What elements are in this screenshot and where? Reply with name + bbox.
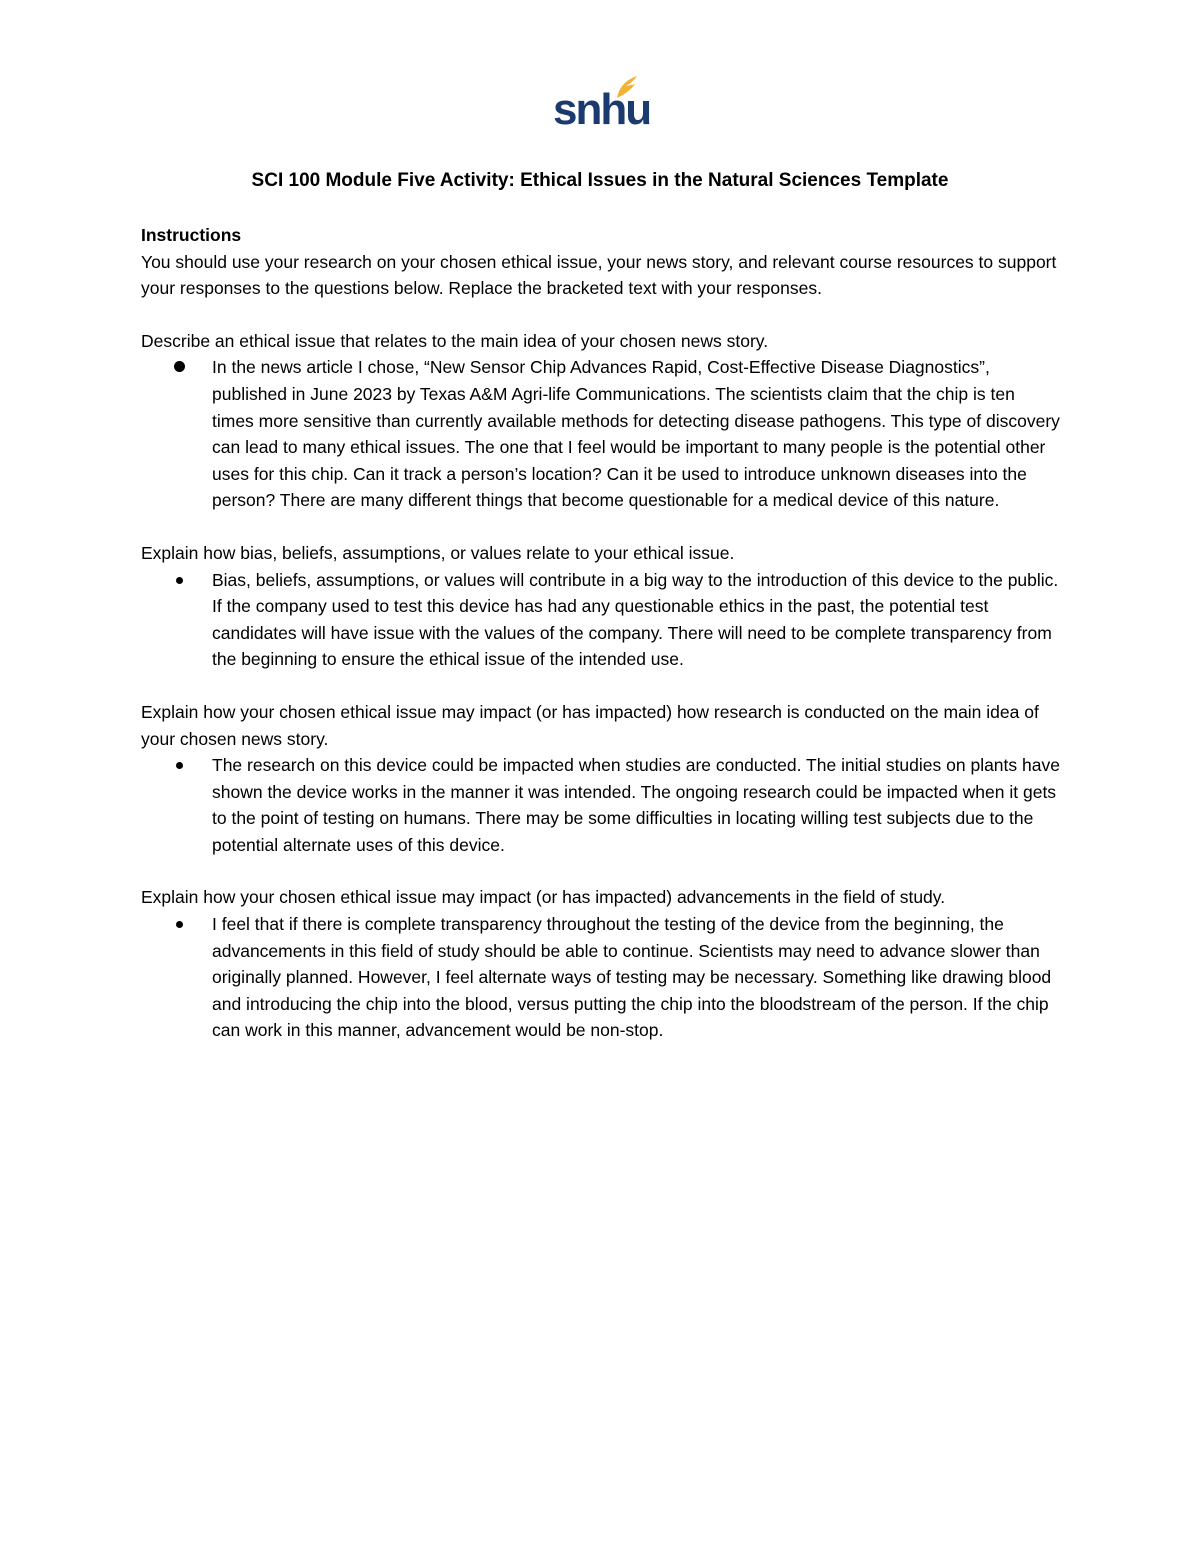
list-item [141,911,1061,1044]
answer-2: Bias, beliefs, assumptions, or values will contribute in a big way to the introduction of this device to the public. If the company used to test this device has had any questionable ethics in the past, the potential test candidates will have issue with the values of the company. There will need to be complete transparency from the beginning to ensure the ethical issue of the intended use. [212,569,1059,670]
list-item [141,752,1061,858]
list-item [141,567,1061,673]
snhu-logo [553,74,651,134]
bullet-icon [176,762,183,769]
answer-list-3 [141,752,1061,858]
answer-list-2 [141,567,1061,673]
document-body [141,222,1061,1044]
question-4: Explain how your chosen ethical issue may impact (or has impacted) advancements in the field of study. [141,887,946,908]
instructions-heading: Instructions [141,225,242,245]
page-title: SCI 100 Module Five Activity: Ethical Issues in the Natural Sciences Template [251,170,949,191]
answer-3: The research on this device could be impacted when studies are conducted. The initial studies on plants have shown the device works in the manner it was intended. The ongoing research could be impacted when it gets to the point of testing on humans. There may be some difficulties in locating willing test subjects due to the potential alternate uses of this device. [212,755,1060,855]
bullet-icon [174,361,185,372]
bullet-icon [176,577,183,584]
logo-wordmark: snhu [553,85,651,134]
question-2: Explain how bias, beliefs, assumptions, or values relate to your ethical issue. [141,542,735,563]
answer-list-1 [141,354,1061,514]
answer-list-4 [141,911,1061,1044]
question-1: Describe an ethical issue that relates to the main idea of your chosen news story. [141,330,769,351]
bullet-icon [176,921,183,928]
instructions-text: You should use your research on your chosen ethical issue, your news story, and relevant course resources to support your responses to the questions below. Replace the bracketed text with your responses. [141,251,1057,299]
list-item [141,354,1061,514]
answer-4: I feel that if there is complete transparency throughout the testing of the device from the beginning, the advancements in this field of study should be able to continue. Scientists may need to advance slower than originally planned. However, I feel alternate ways of testing may be necessary. Something like drawing blood and introducing the chip into the blood, versus putting the chip into the bloodstream of the person. If the chip can work in this manner, advancement would be non-stop. [212,914,1052,1041]
question-3: Explain how your chosen ethical issue may impact (or has impacted) how research is conducted on the main idea of your chosen news story. [141,701,1039,749]
answer-1: In the news article I chose, “New Sensor Chip Advances Rapid, Cost-Effective Disease Diagnostics”, published in June 2023 by Texas A&M Agri-life Communications. The scientists claim that the chip is ten times more sensitive than currently available methods for detecting disease pathogens. This type of discovery can lead to many ethical issues. The one that I feel would be important to many people is the potential other uses for this chip. Can it track a person’s location? Can it be used to introduce unknown diseases into the person? There are many different things that become questionable for a medical device of this nature. [212,357,1060,511]
